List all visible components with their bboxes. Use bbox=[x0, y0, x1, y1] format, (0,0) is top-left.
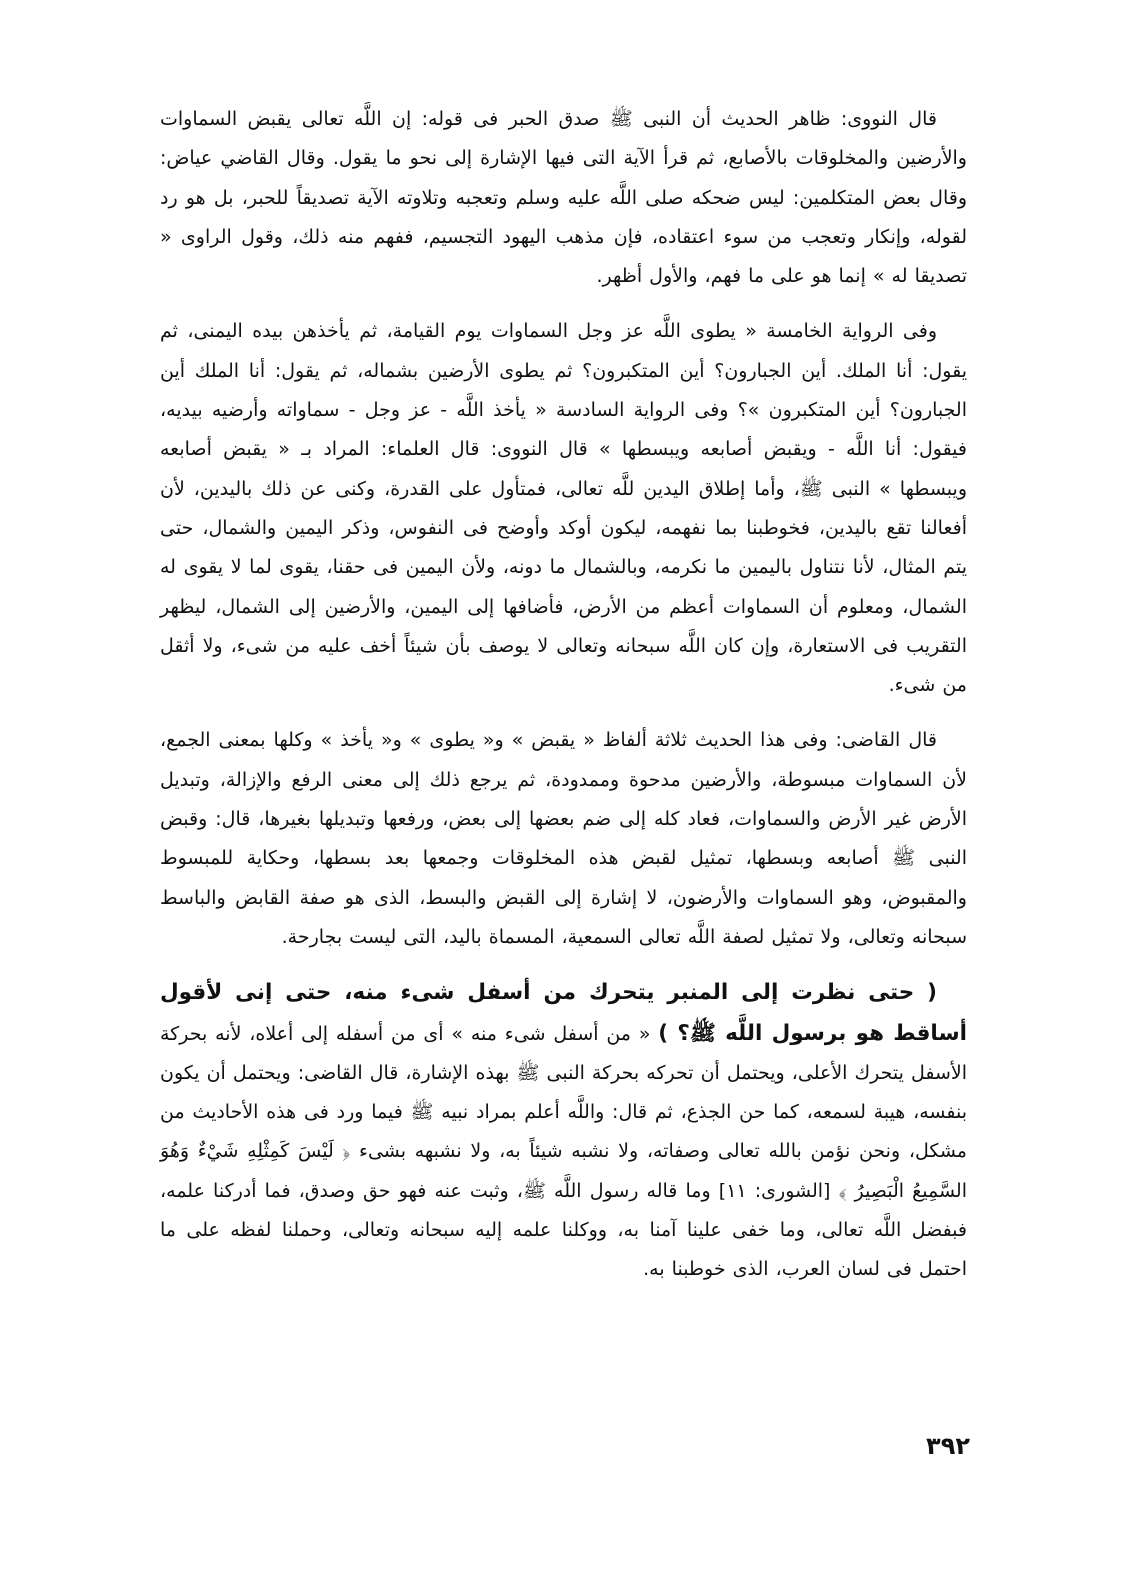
hadith-quote-bold: ( حتى نظرت إلى المنبر يتحرك من أسفل شىء منه، حتى إنى لأقول أساقط هو برسول اللَّه ﷺ؟ ) bbox=[160, 980, 967, 1046]
paragraph-text: « من أسفل شىء منه » أى من أسفله إلى أعلاه، لأنه بحركة الأسفل يتحرك الأعلى، ويحتمل أن تحركه بحركة النبى ﷺ بهذه الإشارة، قال القاضى: ويحتمل أن يكون بنفسه، هيبة لسمعه، كما حن الجذع، ثم قال: واللَّه أعلم بمراد نبيه ﷺ فيما ورد فى هذه الأحاديث من مشكل، ونحن نؤمن بالله تعالى وصفاته، ولا نشبه شيئاً به، ولا نشبهه بشىء ﴿ لَيْسَ كَمِثْلِهِ شَيْءٌ وَهُوَ السَّمِيعُ الْبَصِيرُ ﴾ [الشورى: ١١] وما قاله رسول اللَّه ﷺ، وثبت عنه فهو حق وصدق، فما أدركنا علمه، فبفضل اللَّه تعالى، وما خفى علينا آمنا به، ووكلنا علمه إليه سبحانه وتعالى، وحملنا لفظه على ما احتمل فى لسان العرب، الذى خوطبنا به. bbox=[160, 1022, 967, 1281]
paragraph-fifth-narration bbox=[160, 312, 967, 705]
paragraph-text: قال القاضى: وفى هذا الحديث ثلاثة ألفاظ « يقبض » و« يطوى » و« يأخذ » وكلها بمعنى الجمع، لأن السماوات مبسوطة، والأرضين مدحوة وممدودة، ثم يرجع ذلك إلى معنى الرفع والإزالة، وتبديل الأرض غير الأرض والسماوات، فعاد كله إلى ضم بعضها إلى بعض، ورفعها وتبديلها بغيرها، قال: وقبض النبى ﷺ أصابعه وبسطها، تمثيل لقبض هذه المخلوقات وجمعها بعد بسطها، وحكاية للمبسوط والمقبوض، وهو السماوات والأرضون، لا إشارة إلى القبض والبسط، الذى هو صفة القابض والباسط سبحانه وتعالى، ولا تمثيل لصفة اللَّه تعالى السمعية، المسماة باليد، التى ليست بجارحة. bbox=[160, 729, 967, 948]
page-number: ٣٩٢ bbox=[926, 1432, 970, 1460]
paragraph-text: وفى الرواية الخامسة « يطوى اللَّه عز وجل السماوات يوم القيامة، ثم يأخذهن بيده اليمنى، ثم يقول: أنا الملك. أين الجبارون؟ أين المتكبرون؟ ثم يطوى الأرضين بشماله، ثم يقول: أنا الملك أين الجبارون؟ أين المتكبرون »؟ وفى الرواية السادسة « يأخذ اللَّه - عز وجل - سماواته وأرضيه بيديه، فيقول: أنا اللَّه - ويقبض أصابعه ويبسطها » قال النووى: قال العلماء: المراد بـ « يقبض أصابعه ويبسطها » النبى ﷺ، وأما إطلاق اليدين للَّه تعالى، فمتأول على القدرة، وكنى عن ذلك باليدين، لأن أفعالنا تقع باليدين، فخوطبنا بما نفهمه، ليكون أوكد وأوضح فى النفوس، وذكر اليمين والشمال، حتى يتم المثال، لأنا نتناول باليمين ما نكرمه، وبالشمال ما دونه، ولأن اليمين فى حقنا، يقوى لما لا يقوى له الشمال، ومعلوم أن السماوات أعظم من الأرض، فأضافها إلى اليمين، والأرضين إلى الشمال، ليظهر التقريب فى الاستعارة، وإن كان اللَّه سبحانه وتعالى لا يوصف بأن شيئاً أخف عليه من شىء، ولا أثقل من شىء. bbox=[160, 320, 967, 697]
paragraph-minbar-hadith bbox=[160, 973, 967, 1289]
paragraph-text: قال النووى: ظاهر الحديث أن النبى ﷺ صدق الحبر فى قوله: إن اللَّه تعالى يقبض السماوات والأرضين والمخلوقات بالأصابع، ثم قرأ الآية التى فيها الإشارة إلى نحو ما يقول. وقال القاضي عياض: وقال بعض المتكلمين: ليس ضحكه صلى اللَّه عليه وسلم وتعجبه وتلاوته الآية تصديقاً للحبر، بل هو رد لقوله، وإنكار وتعجب من سوء اعتقاده، فإن مذهب اليهود التجسيم، ففهم منه ذلك، وقول الراوى « تصديقا له » إنما هو على ما فهم، والأول أظهر. bbox=[160, 108, 967, 288]
page-body bbox=[160, 100, 967, 1290]
paragraph-nawawi-commentary bbox=[160, 100, 967, 296]
paragraph-qadi-commentary bbox=[160, 721, 967, 957]
